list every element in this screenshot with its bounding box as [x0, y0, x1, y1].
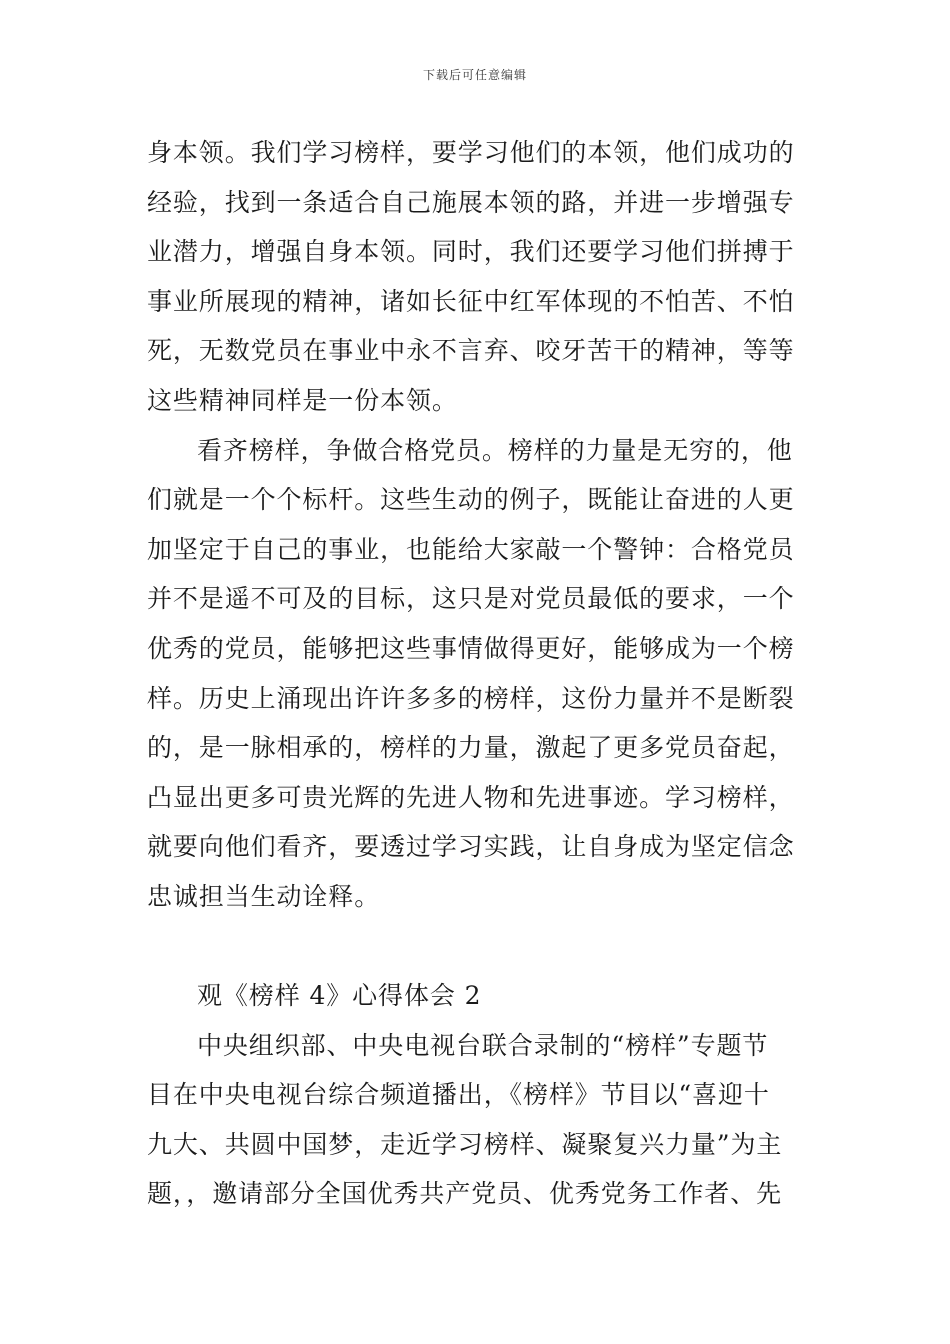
text-line: 就要向他们看齐，要透过学习实践，让自身成为坚定信念 [147, 832, 795, 862]
text-line: 身本领。我们学习榜样，要学习他们的本领，他们成功的 [147, 138, 795, 167]
text-line: 经验，找到一条适合自己施展本领的路，并进一步增强专 [147, 187, 795, 217]
text-line: 忠诚担当生动诠释。 [147, 881, 381, 911]
paragraph-start: 中央组织部、中央电视台联合录制的“榜样”专题节 [197, 1030, 769, 1060]
text-line: 业潜力，增强自身本领。同时，我们还要学习他们拼搏于 [147, 237, 795, 267]
text-line: 优秀的党员，能够把这些事情做得更好，能够成为一个榜 [147, 633, 795, 663]
section-heading: 观《榜样 4》心得体会 2 [197, 981, 482, 1011]
text-line: 事业所展现的精神，诸如长征中红军体现的不怕苦、不怕 [147, 286, 795, 316]
text-line: 这些精神同样是一份本领。 [147, 385, 458, 415]
text-line: 的，是一脉相承的，榜样的力量，激起了更多党员奋起， [147, 733, 795, 763]
blank-line [147, 922, 809, 972]
text-line: 加坚定于自己的事业，也能给大家敲一个警钟：合格党员 [147, 534, 795, 564]
document-body [147, 128, 809, 1219]
paragraph-start: 看齐榜样，争做合格党员。榜样的力量是无穷的，他 [197, 435, 793, 465]
text-line: 凸显出更多可贵光辉的先进人物和先进事迹。学习榜样， [147, 782, 795, 812]
text-line: 们就是一个个标杆。这些生动的例子，既能让奋进的人更 [147, 485, 795, 515]
text-line: 目在中央电视台综合频道播出，《榜样》节目以“喜迎十 [147, 1080, 770, 1110]
text-line: 九大、共圆中国梦，走近学习榜样、凝聚复兴力量”为主 [147, 1129, 783, 1159]
text-line: 死，无数党员在事业中永不言弃、咬牙苦干的精神，等等 [147, 336, 795, 366]
page-header: 下载后可任意编辑 [422, 68, 527, 82]
text-line: 样。历史上涌现出许许多多的榜样，这份力量并不是断裂 [147, 683, 795, 713]
text-line: 题，，邀请部分全国优秀共产党员、优秀党务工作者、先 [147, 1179, 783, 1209]
text-line: 并不是遥不可及的目标，这只是对党员最低的要求，一个 [147, 584, 795, 614]
